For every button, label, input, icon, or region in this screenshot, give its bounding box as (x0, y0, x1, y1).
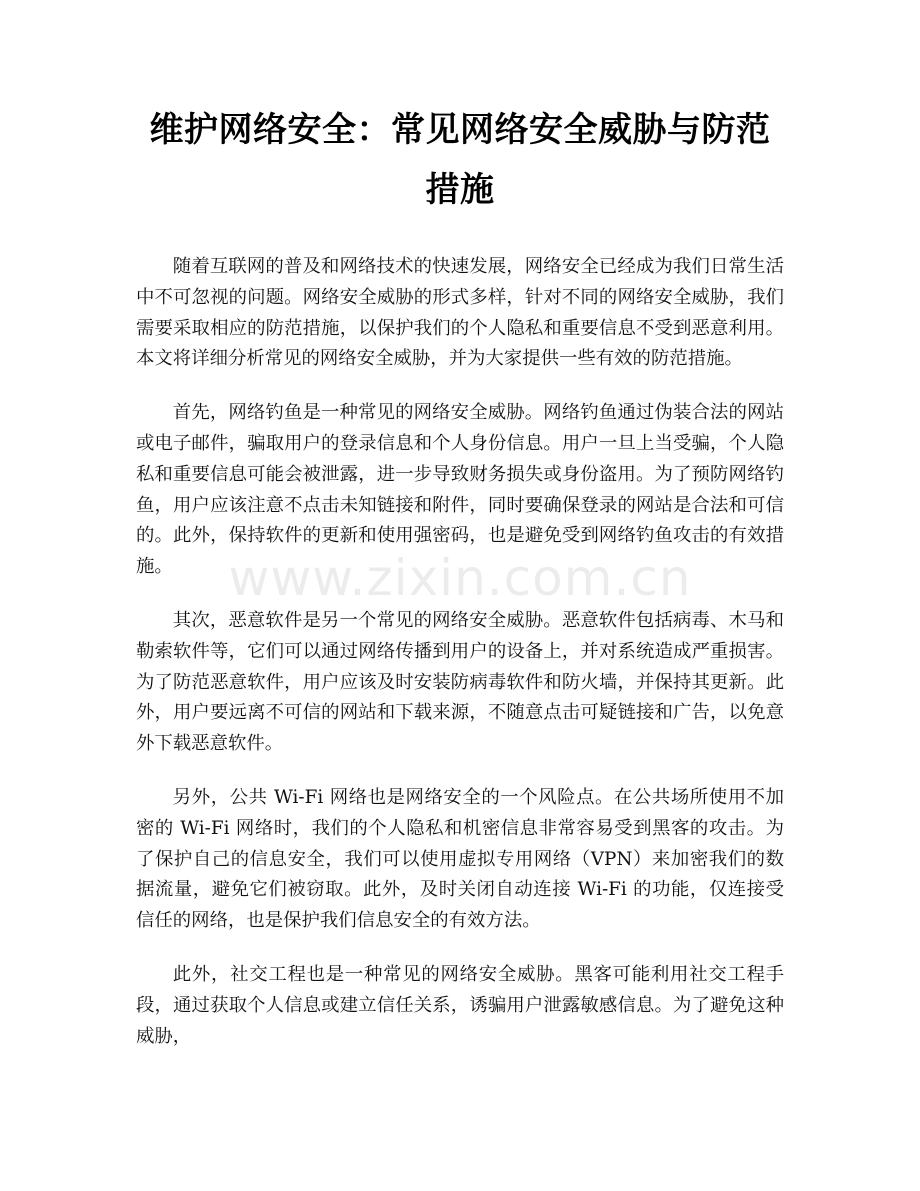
watermark-text: www.zixin.com.cn (228, 549, 692, 607)
paragraph-phishing: 首先，网络钓鱼是一种常见的网络安全威胁。网络钓鱼通过伪装合法的网站或电子邮件，骗取用户的登录信息和个人身份信息。用户一旦上当受骗，个人隐私和重要信息可能会被泄露，进一步导致财务损失或身份盗用。为了预防网络钓鱼，用户应该注意不点击未知链接和附件，同时要确保登录的网站是合法和可信的。此外，保持软件的更新和使用强密码，也是避免受到网络钓鱼攻击的有效措施。 (136, 402, 784, 578)
paragraph-social-engineering: 此外，社交工程也是一种常见的网络安全威胁。黑客可能利用社交工程手段，通过获取个人信息或建立信任关系，诱骗用户泄露敏感信息。为了避免这种威胁， (136, 963, 784, 1047)
document-body (136, 252, 784, 1052)
paragraph-intro: 随着互联网的普及和网络技术的快速发展，网络安全已经成为我们日常生活中不可忽视的问题。网络安全威胁的形式多样，针对不同的网络安全威胁，我们需要采取相应的防范措施，以保护我们的个人隐私和重要信息不受到恶意利用。本文将详细分析常见的网络安全威胁，并为大家提供一些有效的防范措施。 (136, 256, 784, 370)
paragraph-public-wifi: 另外，公共 Wi-Fi 网络也是网络安全的一个风险点。在公共场所使用不加密的 Wi-Fi 网络时，我们的个人隐私和机密信息非常容易受到黑客的攻击。为了保护自己的信息安全，我们可以使用虚拟专用网络（VPN）来加密我们的数据流量，避免它们被窃取。此外，及时关闭自动连接 Wi-Fi 的功能，仅连接受信任的网络，也是保护我们信息安全的有效方法。 (136, 786, 784, 932)
document-title: 维护网络安全：常见网络安全威胁与防范措施 (149, 110, 771, 210)
paragraph-malware: 其次，恶意软件是另一个常见的网络安全威胁。恶意软件包括病毒、木马和勒索软件等，它们可以通过网络传播到用户的设备上，并对系统造成严重损害。为了防范恶意软件，用户应该及时安装防病毒软件和防火墙，并保持其更新。此外，用户要远离不可信的网站和下载来源，不随意点击可疑链接和广告，以免意外下载恶意软件。 (136, 609, 784, 755)
